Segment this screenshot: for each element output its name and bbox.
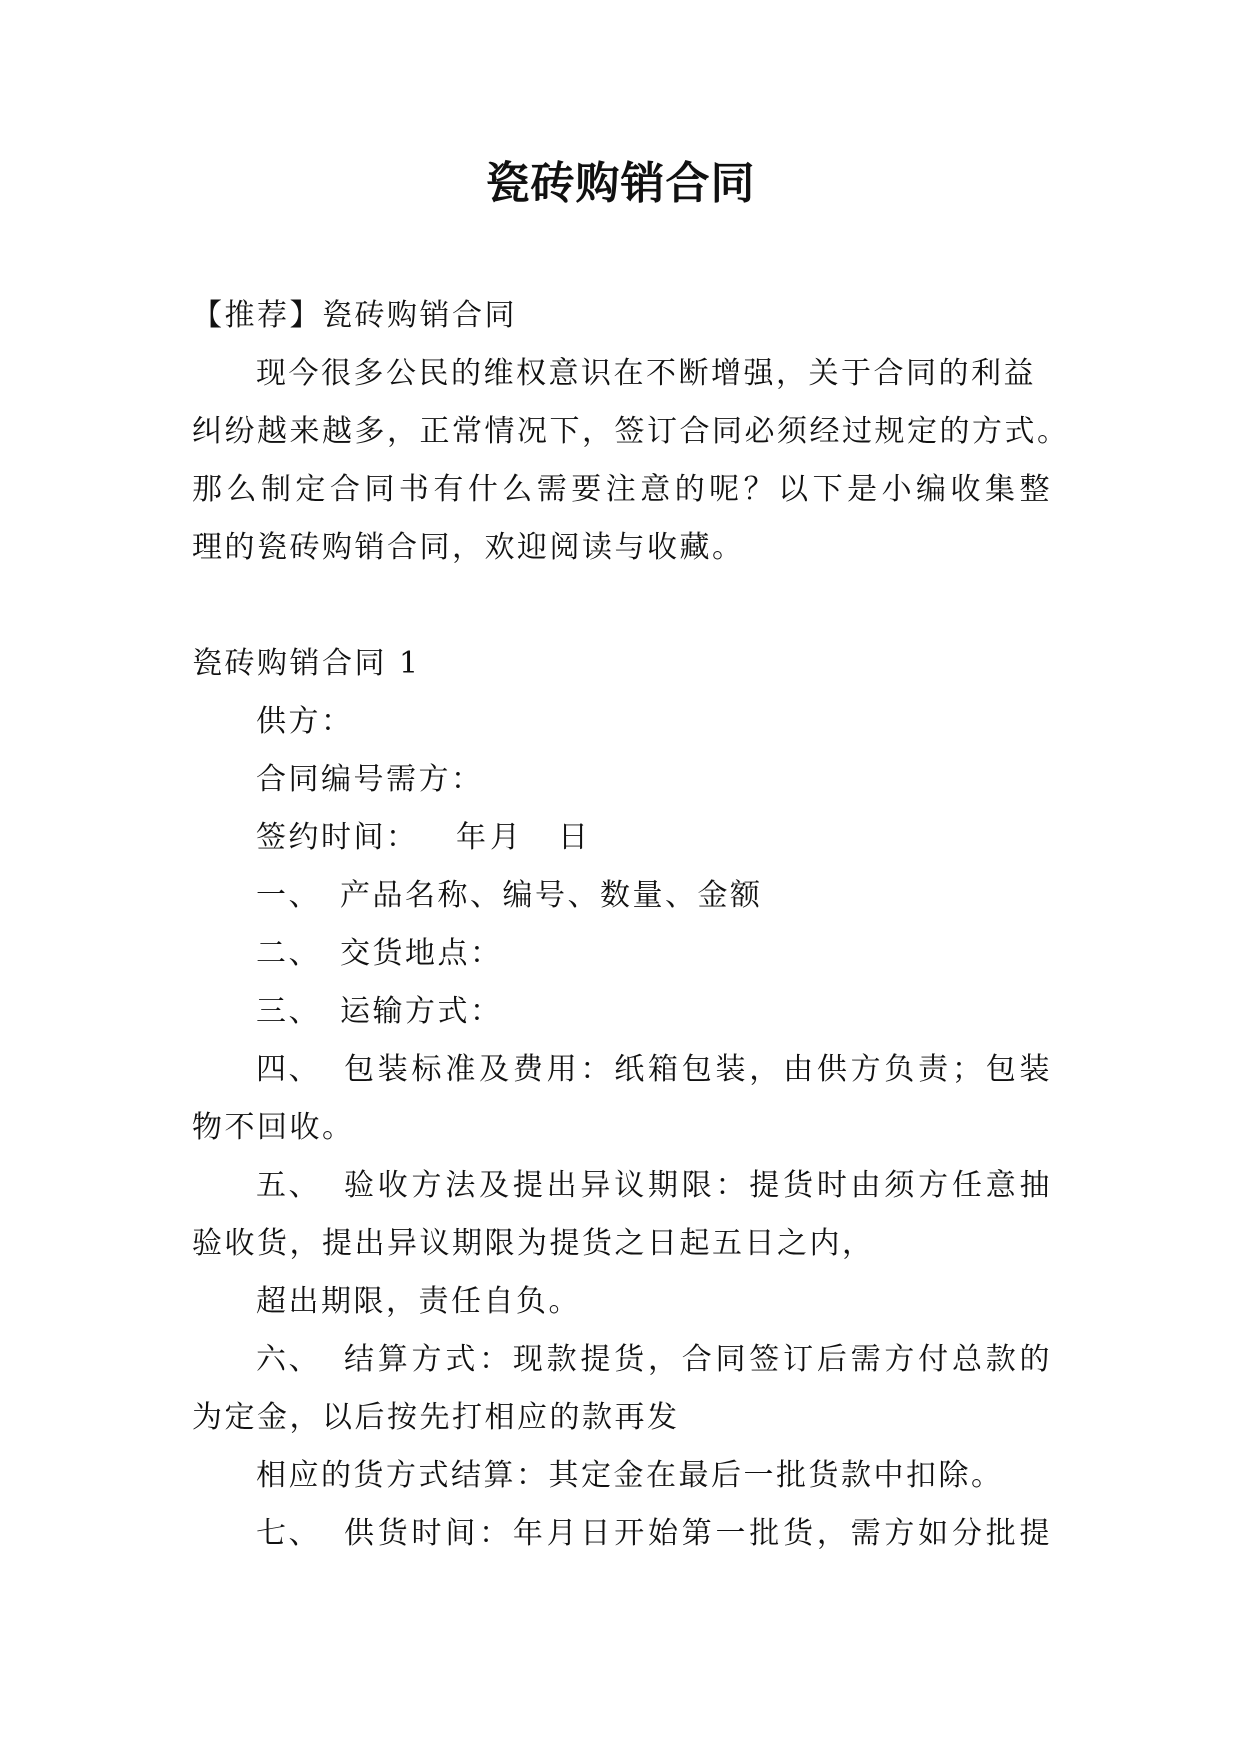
clause-text: 供货时间：年月日开始第一批货，需方如分批提 <box>344 1516 1052 1551</box>
contract-heading: 瓷砖购销合同 1 <box>192 646 421 681</box>
clause-text: 结算方式：现款提货，合同签订后需方付总款的 <box>344 1342 1052 1377</box>
contract-number-buyer-label: 合同编号需方： <box>256 762 484 797</box>
clause-number: 一、 <box>256 878 321 913</box>
supplier-label: 供方： <box>256 704 354 739</box>
intro-paragraph-line: 理的瓷砖购销合同，欢迎阅读与收藏。 <box>192 530 745 565</box>
clause-text-continued: 超出期限，责任自负。 <box>256 1284 581 1319</box>
intro-paragraph-line: 现今很多公民的维权意识在不断增强，关于合同的利益 <box>256 356 1036 391</box>
clause-number: 四、 <box>256 1052 321 1087</box>
sign-date-day: 日 <box>558 820 591 855</box>
clause-text-continued: 为定金，以后按先打相应的款再发 <box>192 1400 680 1435</box>
sign-date-year: 年 <box>456 820 489 855</box>
document-title: 瓷砖购销合同 <box>485 158 756 209</box>
clause-number: 七、 <box>256 1516 321 1551</box>
clause-text: 验收方法及提出异议期限：提货时由须方任意抽 <box>344 1168 1052 1203</box>
intro-paragraph-line: 那么制定合同书有什么需要注意的呢？以下是小编收集整 <box>192 472 1052 507</box>
clause-text: 包装标准及费用：纸箱包装，由供方负责；包装 <box>344 1052 1052 1087</box>
clause-number: 五、 <box>256 1168 321 1203</box>
clause-text: 产品名称、编号、数量、金额 <box>340 878 763 913</box>
sign-date-label: 签约时间： <box>256 820 419 855</box>
sign-date-month: 月 <box>490 820 523 855</box>
clause-text-continued: 相应的货方式结算：其定金在最后一批货款中扣除。 <box>256 1458 1004 1493</box>
clause-text-continued: 验收货，提出异议期限为提货之日起五日之内， <box>192 1226 875 1261</box>
intro-heading: 【推荐】瓷砖购销合同 <box>192 298 517 333</box>
clause-number: 六、 <box>256 1342 321 1377</box>
clause-text: 交货地点： <box>340 936 503 971</box>
clause-text: 运输方式： <box>340 994 503 1029</box>
clause-number: 二、 <box>256 936 321 971</box>
clause-number: 三、 <box>256 994 321 1029</box>
clause-text-continued: 物不回收。 <box>192 1110 355 1145</box>
intro-paragraph-line: 纠纷越来越多，正常情况下，签订合同必须经过规定的方式。 <box>192 414 1070 449</box>
